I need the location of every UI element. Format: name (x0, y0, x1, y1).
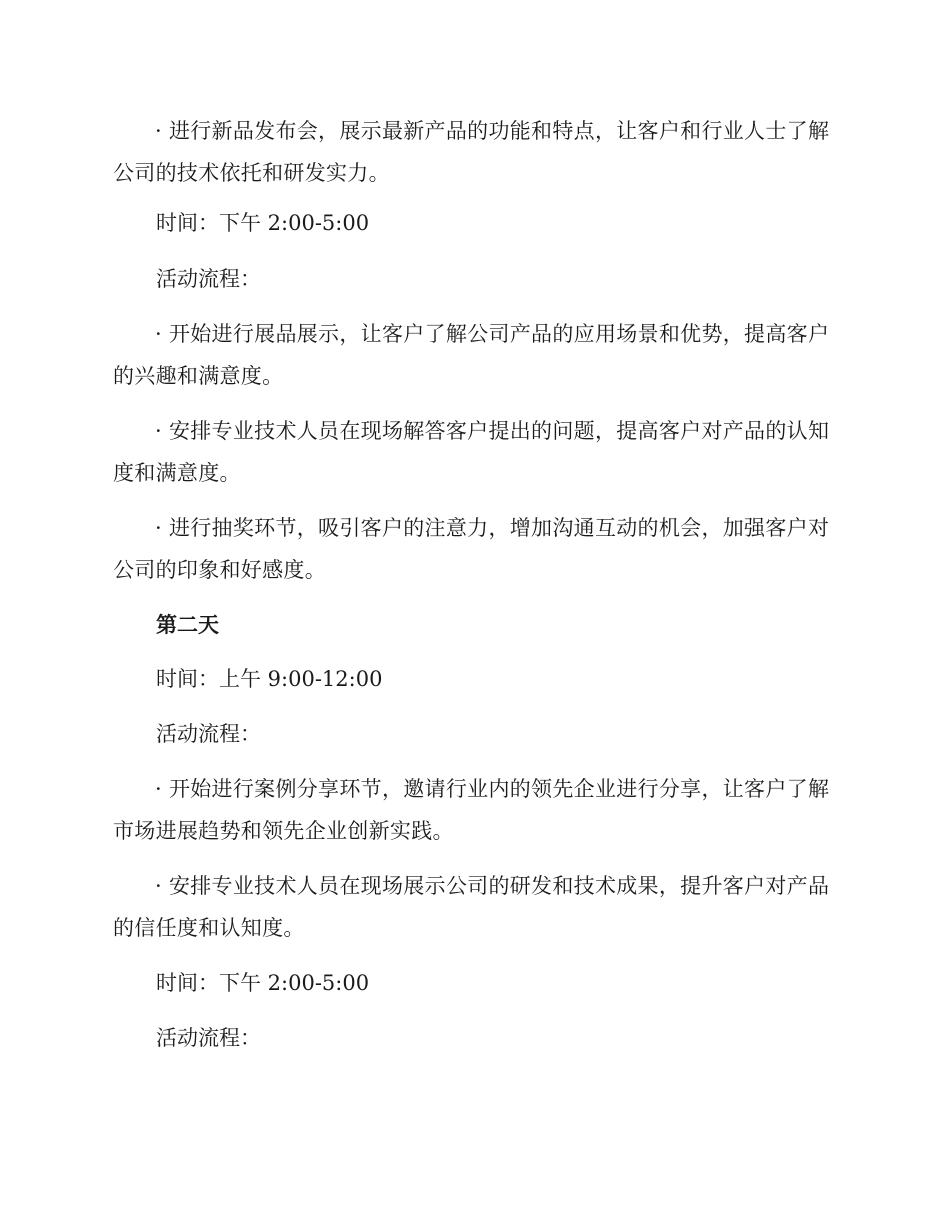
bullet-paragraph-case-sharing: · 开始进行案例分享环节，邀请行业内的领先企业进行分享，让客户了解市场进展趋势和领先企业创新实践。 (113, 777, 830, 843)
activity-flow-label-day2-afternoon: 活动流程： (156, 1026, 261, 1050)
activity-flow-label-day2-morning: 活动流程： (156, 722, 261, 746)
time-line-afternoon-day1: 时间：下午 2:00-5:00 (156, 211, 370, 235)
time-line-morning-day2: 时间：上午 9:00-12:00 (156, 667, 383, 691)
time-line-afternoon-day2: 时间：下午 2:00-5:00 (156, 971, 370, 995)
bullet-paragraph-tech-qa: · 安排专业技术人员在现场解答客户提出的问题，提高客户对产品的认知度和满意度。 (113, 419, 830, 485)
bullet-paragraph-exhibit-display: · 开始进行展品展示，让客户了解公司产品的应用场景和优势，提高客户的兴趣和满意度。 (113, 322, 830, 388)
day-two-heading: 第二天 (156, 612, 219, 637)
bullet-paragraph-product-launch: · 进行新品发布会，展示最新产品的功能和特点，让客户和行业人士了解公司的技术依托和研发实力。 (113, 119, 830, 185)
bullet-paragraph-rd-showcase: · 安排专业技术人员在现场展示公司的研发和技术成果，提升客户对产品的信任度和认知度。 (113, 874, 830, 940)
activity-flow-label-day1: 活动流程： (156, 267, 261, 291)
bullet-paragraph-lottery: · 进行抽奖环节，吸引客户的注意力，增加沟通互动的机会，加强客户对公司的印象和好感度。 (113, 516, 830, 582)
